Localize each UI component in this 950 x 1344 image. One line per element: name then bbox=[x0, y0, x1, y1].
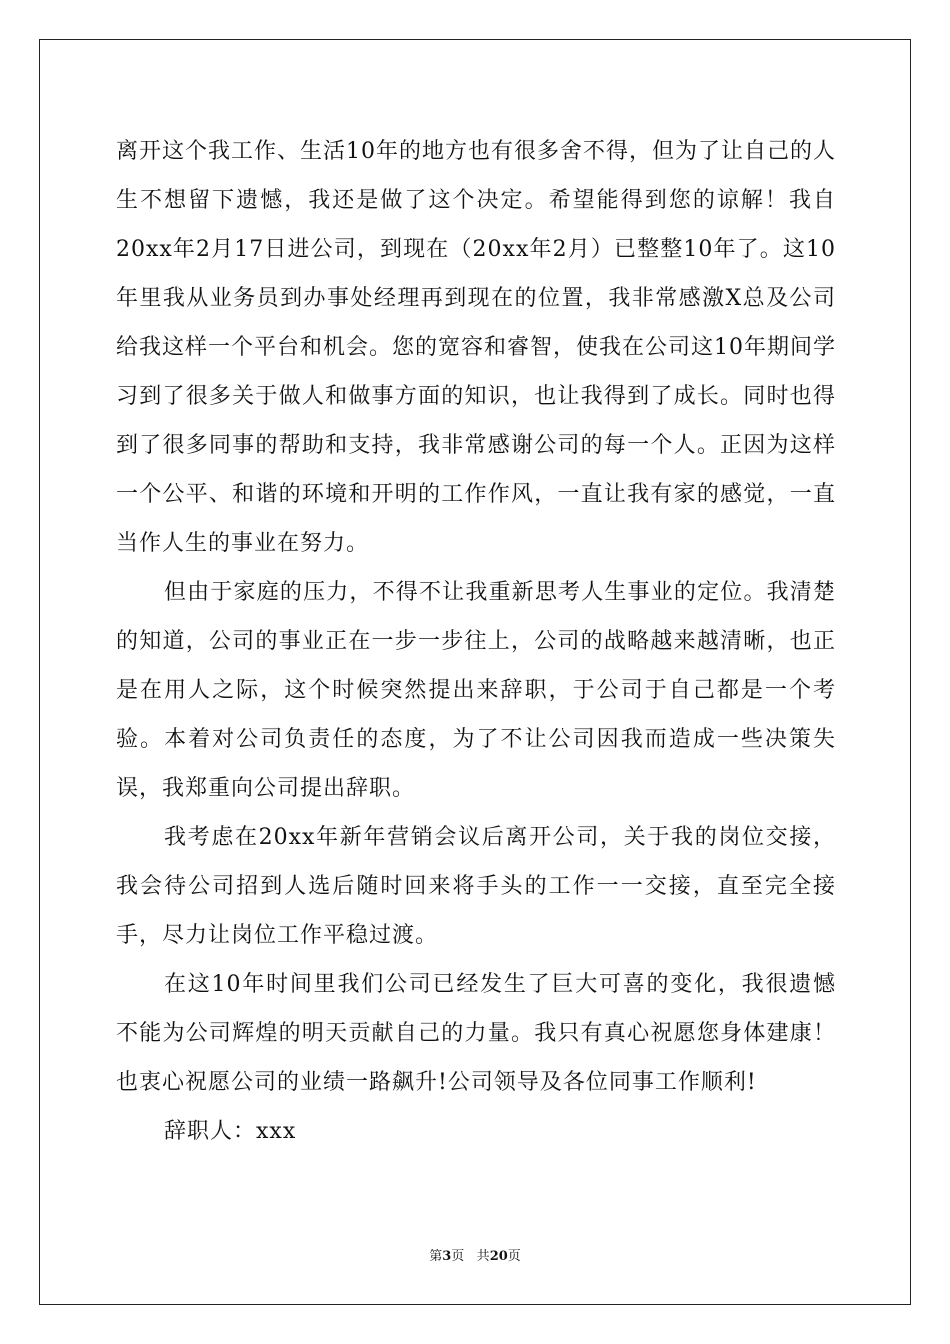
page-prefix: 第 bbox=[429, 1249, 443, 1264]
total-prefix: 共 bbox=[476, 1249, 490, 1264]
page-suffix: 页 bbox=[451, 1249, 465, 1264]
paragraph-3: 我考虑在20xx年新年营销会议后离开公司，关于我的岗位交接，我会待公司招到人选后随时回来将手头的工作一一交接，直至完全接手，尽力让岗位工作平稳过渡。 bbox=[116, 825, 836, 948]
paragraph-1: 离开这个我工作、生活10年的地方也有很多舍不得，但为了让自己的人生不想留下遗憾，我还是做了这个决定。希望能得到您的谅解！我自20xx年2月17日进公司，到现在（20xx年2月）已整整10年了。这10年里我从业务员到办事处经理再到现在的位置，我非常感激X总及公司给我这样一个平台和机会。您的宽容和睿智，使我在公司这10年期间学习到了很多关于做人和做事方面的知识，也让我得到了成长。同时也得到了很多同事的帮助和支持，我非常感谢公司的每一个人。正因为这样一个公平、和谐的环境和开明的工作作风，一直让我有家的感觉，一直当作人生的事业在努力。 bbox=[116, 139, 836, 556]
page-current: 3 bbox=[442, 1249, 452, 1264]
page-total: 20 bbox=[489, 1249, 508, 1264]
page-footer bbox=[0, 1245, 950, 1264]
paragraph-4: 在这10年时间里我们公司已经发生了巨大可喜的变化，我很遗憾不能为公司辉煌的明天贡献自己的力量。我只有真心祝愿您身体建康！也衷心祝愿公司的业绩一路飙升!公司领导及各位同事工作顺利! bbox=[116, 972, 836, 1095]
paragraph-2: 但由于家庭的压力，不得不让我重新思考人生事业的定位。我清楚的知道，公司的事业正在一步一步往上，公司的战略越来越清晰，也正是在用人之际，这个时候突然提出来辞职，于公司于自己都是一个考验。本着对公司负责任的态度，为了不让公司因我而造成一些决策失误，我郑重向公司提出辞职。 bbox=[116, 580, 836, 801]
document-body bbox=[116, 127, 836, 1156]
total-suffix: 页 bbox=[507, 1249, 521, 1264]
signature-line: 辞职人：xxx bbox=[164, 1119, 297, 1144]
